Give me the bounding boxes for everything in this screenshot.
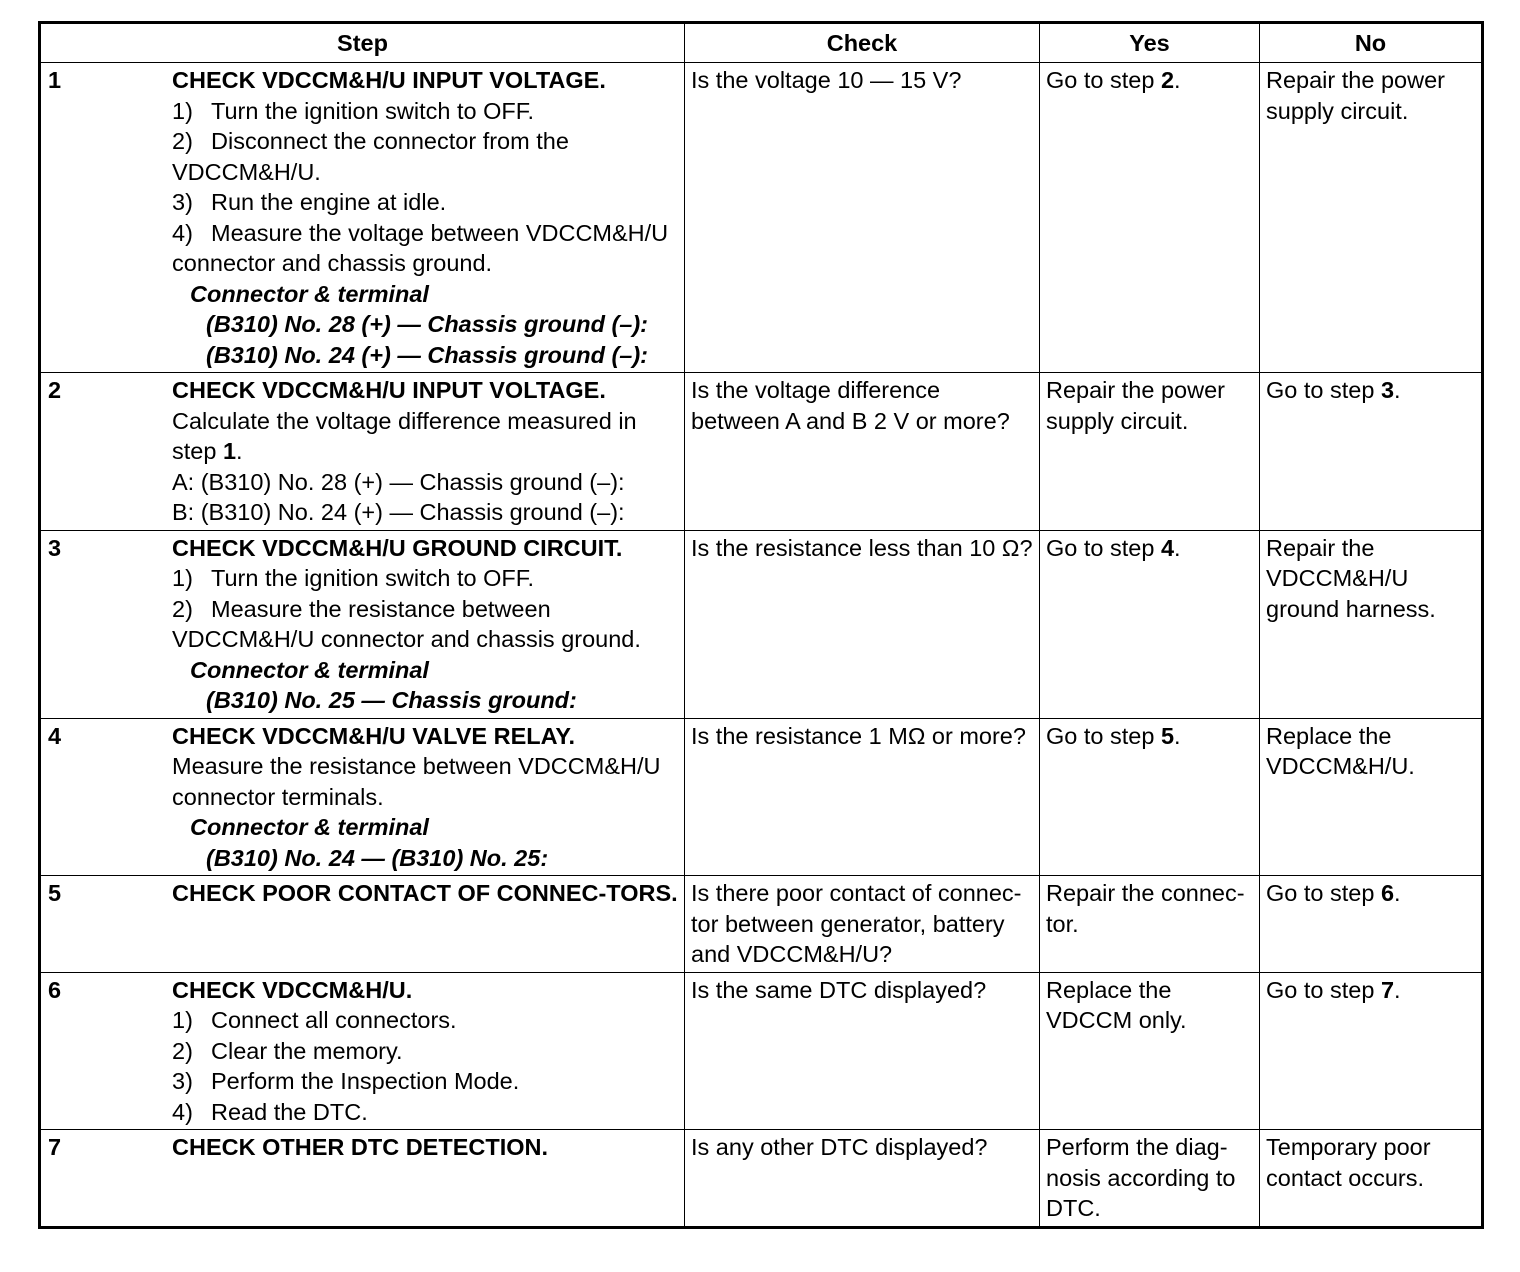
check-cell: Is there poor contact of connec-tor between generator, battery and VDCCM&H/U? [685,876,1040,973]
instruction-text: Measure the resistance between VDCCM&H/U connector terminals. [172,753,661,810]
table-row [40,1130,1483,1228]
step-title: CHECK VDCCM&H/U INPUT VOLTAGE. [172,377,606,403]
check-cell: Is the resistance 1 MΩ or more? [685,718,1040,876]
instruction-text: Disconnect the connector from the VDCCM&H/U. [172,128,569,185]
step-instruction [172,594,678,655]
check-cell: Is any other DTC displayed? [685,1130,1040,1228]
instruction-number: 2) [172,595,193,622]
no-suffix: . [1394,880,1401,906]
no-suffix: . [1394,976,1401,1003]
step-reference: 3 [1380,377,1395,403]
yes-cell [1040,1130,1260,1228]
check-cell: Is the voltage difference between A and B 2 V or more? [685,373,1040,531]
header-no: No [1260,23,1483,63]
yes-suffix: . [1174,67,1181,93]
instruction-number: 3) [172,189,193,215]
table-row [40,373,1483,531]
instruction-number: 4) [172,1098,193,1125]
check-cell: Is the same DTC displayed? [685,972,1040,1130]
no-cell [1260,718,1483,876]
step-instruction [172,218,678,279]
instruction-number: 3) [172,1068,193,1094]
step-instruction [172,751,678,812]
no-cell [1260,373,1483,531]
instruction-text: B: (B310) No. 24 (+) — Chassis ground (–): [172,499,625,525]
yes-text: Repair the connec-tor. [1046,880,1245,937]
step-title: CHECK OTHER DTC DETECTION. [172,1134,548,1160]
step-instruction [172,1036,678,1067]
yes-text: Go to step [1046,67,1161,93]
instruction-number: 4) [172,219,193,246]
instruction-text: Measure the resistance between VDCCM&H/U connector and chassis ground. [172,595,641,652]
step-cell [40,373,685,531]
instruction-text: Calculate the voltage difference measured in step [172,407,637,464]
yes-suffix: . [1174,722,1181,749]
connector-terminal-label: Connector & terminal [190,280,429,307]
no-text: Replace the VDCCM&H/U. [1266,722,1415,779]
no-text: Go to step [1266,976,1381,1003]
instruction-text: Turn the ignition switch to OFF. [211,565,535,591]
no-cell [1260,972,1483,1130]
step-number: 5 [48,880,62,906]
yes-cell [1040,530,1260,718]
step-instruction [172,1005,678,1036]
step-number: 3 [48,534,62,561]
no-cell [1260,1130,1483,1228]
step-title: CHECK VDCCM&H/U. [172,976,413,1003]
step-instruction [172,1066,678,1097]
step-cell [40,63,685,373]
step-title: CHECK VDCCM&H/U GROUND CIRCUIT. [172,534,623,561]
instruction-text: Clear the memory. [211,1037,403,1064]
check-cell: Is the resistance less than 10 Ω? [685,530,1040,718]
no-cell [1260,876,1483,973]
check-cell: Is the voltage 10 — 15 V? [685,63,1040,373]
instruction-text: Measure the voltage between VDCCM&H/U connector and chassis ground. [172,219,669,276]
instruction-number: 1) [172,1007,193,1033]
step-cell [40,1130,685,1228]
table-row [40,718,1483,876]
no-text: Repair the power supply circuit. [1266,67,1445,124]
step-reference: 6 [1380,880,1395,906]
header-step: Step [40,23,685,63]
yes-cell [1040,63,1260,373]
header-check: Check [685,23,1040,63]
header-row [40,23,1483,63]
table-body [40,63,1483,1228]
no-text: Go to step [1266,377,1381,403]
instruction-number: 2) [172,128,193,154]
yes-text: Repair the power supply circuit. [1046,377,1225,434]
step-instruction [172,497,678,528]
step-cell [40,876,685,973]
connector-terminal-label: Connector & terminal [190,656,429,683]
step-cell [40,530,685,718]
step-instruction [172,126,678,187]
connector-terminal-label: Connector & terminal [190,814,429,840]
step-title: CHECK VDCCM&H/U VALVE RELAY. [172,722,576,749]
no-text: Repair the VDCCM&H/U ground harness. [1266,534,1436,622]
instruction-text: Perform the Inspection Mode. [211,1068,520,1094]
step-number: 1 [48,67,62,93]
instruction-number: 1) [172,565,193,591]
no-text: Temporary poor contact occurs. [1266,1134,1431,1191]
header-yes: Yes [1040,23,1260,63]
step-title: CHECK POOR CONTACT OF CONNEC-TORS. [172,880,678,906]
step-number: 2 [48,377,62,403]
step-number: 6 [48,976,62,1003]
instruction-text: Run the engine at idle. [211,189,447,215]
step-instruction [172,1097,678,1128]
step-reference: 4 [1160,534,1175,561]
step-instruction [172,563,678,594]
step-reference: 7 [1380,976,1395,1003]
instruction-number: 2) [172,1037,193,1064]
step-instruction [172,406,678,467]
terminal-spec: (B310) No. 25 — Chassis ground: [206,687,577,713]
yes-text: Go to step [1046,722,1161,749]
terminal-spec: (B310) No. 24 (+) — Chassis ground (–): [206,341,649,368]
yes-suffix: . [1174,534,1181,561]
step-cell [40,972,685,1130]
table-row [40,972,1483,1130]
step-instruction [172,467,678,498]
step-title: CHECK VDCCM&H/U INPUT VOLTAGE. [172,67,606,93]
terminal-spec: (B310) No. 28 (+) — Chassis ground (–): [206,311,649,337]
step-reference: 2 [1160,67,1175,93]
table-row [40,876,1483,973]
yes-cell [1040,876,1260,973]
instruction-text: A: (B310) No. 28 (+) — Chassis ground (–): [172,468,625,495]
yes-text: Go to step [1046,534,1161,561]
step-reference: 1 [222,438,237,464]
no-cell [1260,530,1483,718]
terminal-spec: (B310) No. 24 — (B310) No. 25: [206,844,549,871]
instruction-text: Read the DTC. [211,1098,368,1125]
yes-text: Replace the VDCCM only. [1046,976,1187,1033]
step-cell [40,718,685,876]
table-row [40,530,1483,718]
instruction-suffix: . [236,438,243,464]
yes-cell [1040,972,1260,1130]
table-row [40,63,1483,373]
no-text: Go to step [1266,880,1381,906]
diagnostic-table [38,21,1484,1229]
step-reference: 5 [1160,722,1175,749]
instruction-text: Turn the ignition switch to OFF. [211,97,535,124]
yes-cell [1040,718,1260,876]
step-number: 7 [48,1134,62,1160]
no-suffix: . [1394,377,1401,403]
step-number: 4 [48,722,62,749]
instruction-text: Connect all connectors. [211,1007,457,1033]
step-instruction [172,96,678,127]
step-instruction [172,187,678,218]
yes-text: Perform the diag-nosis according to DTC. [1046,1134,1236,1221]
instruction-number: 1) [172,97,193,124]
no-cell [1260,63,1483,373]
yes-cell [1040,373,1260,531]
